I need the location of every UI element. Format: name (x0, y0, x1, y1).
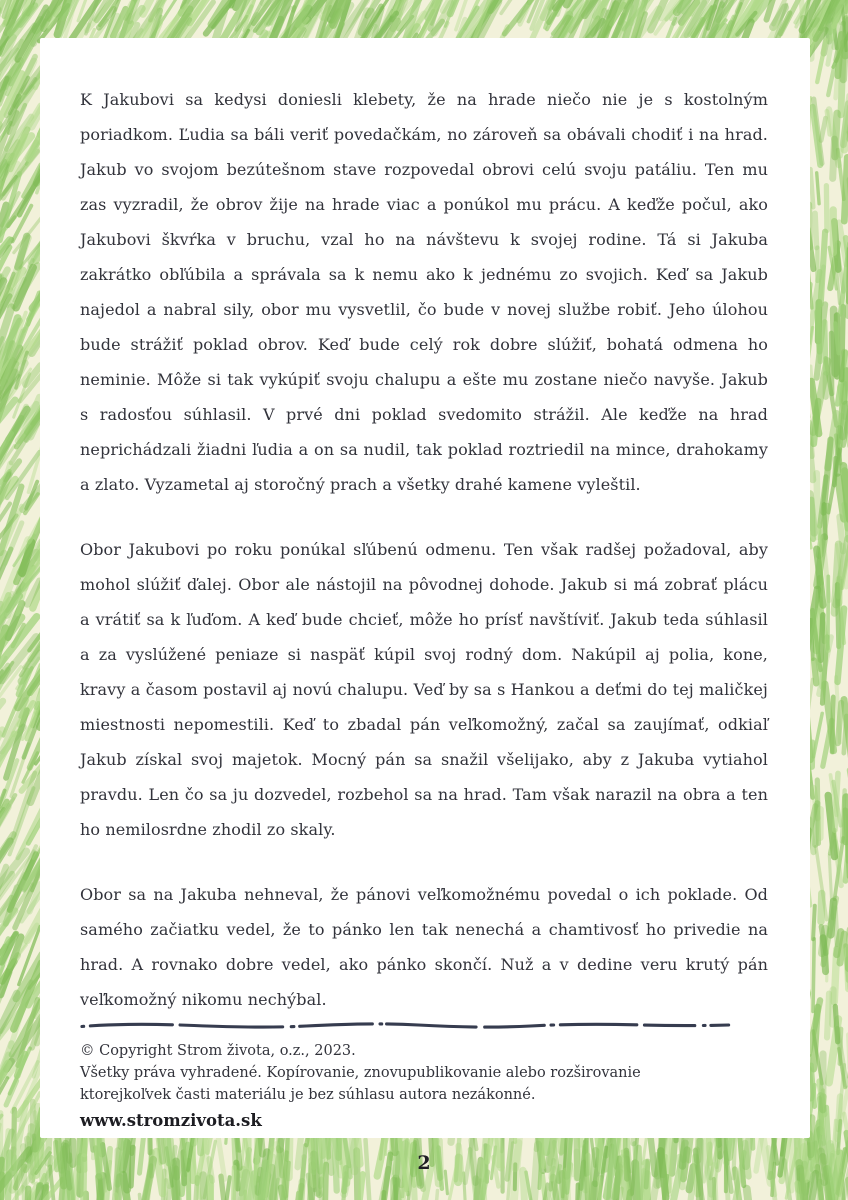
story-paragraph-3: Obor sa na Jakuba nehneval, že pánovi veľkomožnému povedal o ich poklade. Od samého začiatku vedel, že to pánko len tak nenechá a chamtivosť ho privedie na hrad. A rovnako dobre vedel, ako pánko skončí. Nuž a v dedine veru krutý pán veľkomožný nikomu nechýbal. (80, 885, 768, 1009)
page-number: 2 (417, 1152, 431, 1174)
story-paragraph-1: K Jakubovi sa kedysi doniesli klebety, že na hrade niečo nie je s kostolným poriadkom. Ľudia sa báli veriť povedačkám, no zároveň sa obávali chodiť i na hrad. Jakub vo svojom bezútešnom stave rozpovedal obrovi celú svoju patáliu. Ten mu zas vyzradil, že obrov žije na hrade viac a ponúkol mu prácu. A keďže počul, ako Jakubovi škvŕka v bruchu, vzal ho na návštevu k svojej rodine. Tá si Jakuba zakrátko obľúbila a správala sa k nemu ako k jednému zo svojich. Keď sa Jakub najedol a nabral sily, obor mu vysvetlil, čo bude v novej službe robiť. Jeho úlohou bude strážiť poklad obrov. Keď bude celý rok dobre slúžiť, bohatá odmena ho neminie. Môže si tak vykúpiť svoju chalupu a ešte mu zostane niečo navyše. Jakub s radosťou súhlasil. V prvé dni poklad svedomito strážil. Ale keďže na hrad neprichádzali žiadni ľudia a on sa nudil, tak poklad roztriedil na mince, drahokamy a zlato. Vyzametal aj storočný prach a všetky drahé kamene vyleštil. (80, 90, 768, 494)
story-paragraph-2: Obor Jakubovi po roku ponúkal sľúbenú odmenu. Ten však radšej požadoval, aby mohol slúžiť ďalej. Obor ale nástojil na pôvodnej dohode. Jakub si má zobrať plácu a vrátiť sa k ľuďom. A keď bude chcieť, môže ho prísť navštíviť. Jakub teda súhlasil a za vyslúžené peniaze si naspäť kúpil svoj rodný dom. Nakúpil aj polia, kone, kravy a časom postavil aj novú chalupu. Veď by sa s Hankou a deťmi do tej maličkej miestnosti nepomestili. Keď to zbadal pán veľkomožný, začal sa zaujímať, odkiaľ Jakub získal svoj majetok. Mocný pán sa snažil všelijako, aby z Jakuba vytiahol pravdu. Len čo sa ju dozvedel, rozbehol sa na hrad. Tam však narazil na obra a ten ho nemilosrdne zhodil zo skaly. (80, 540, 768, 839)
rights-line-1: Všetky práva vyhradené. Kopírovanie, znovupublikovanie alebo rozširovanie (80, 1065, 641, 1081)
rights-line-2: ktorejkoľvek časti materiálu je bez súhlasu autora nezákonné. (80, 1087, 536, 1103)
website-url: www.stromzivota.sk (80, 1111, 262, 1130)
copyright-line: © Copyright Strom života, o.z., 2023. (80, 1043, 356, 1059)
page-sheet (40, 38, 810, 1138)
story-text (80, 82, 768, 1017)
hand-drawn-divider-line (80, 1020, 768, 1032)
page-footer (80, 1020, 768, 1130)
